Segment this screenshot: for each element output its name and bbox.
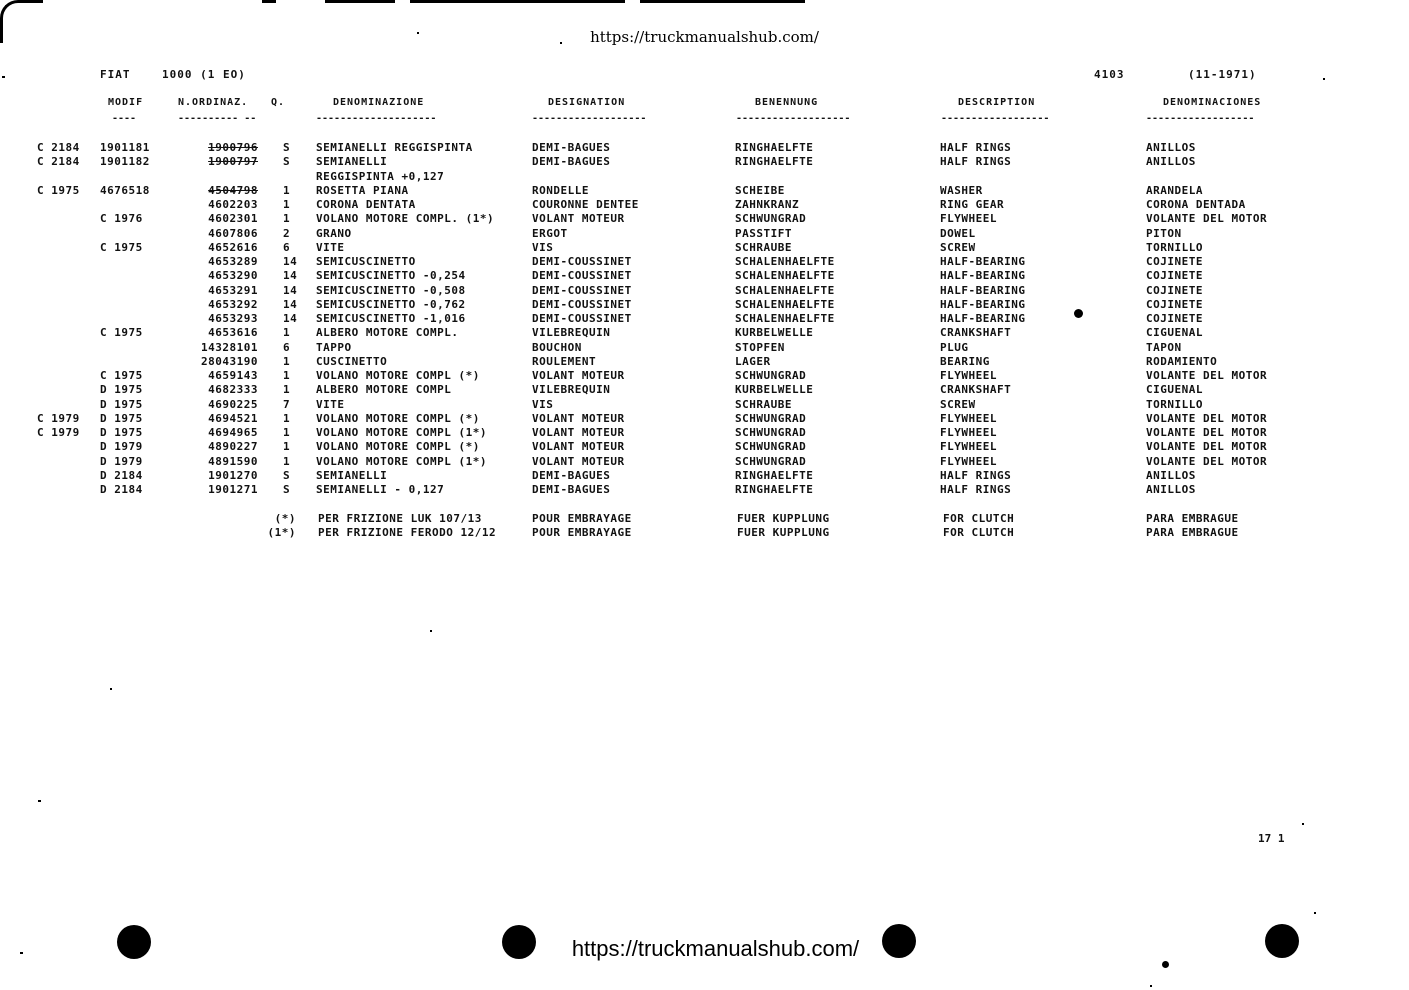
- desc-spanish: VOLANTE DEL MOTOR: [1146, 411, 1268, 425]
- desc-german: SCHWUNGRAD: [735, 454, 807, 468]
- catalog-date: (11-1971): [1188, 68, 1257, 81]
- desc-italian: ALBERO MOTORE COMPL.: [316, 326, 459, 340]
- desc-italian: VOLANO MOTORE COMPL. (1*): [316, 212, 495, 226]
- desc-italian: SEMICUSCINETTO -0,762: [316, 297, 466, 311]
- modif-code-2: D 2184: [100, 483, 143, 496]
- desc-spanish: VOLANTE DEL MOTOR: [1146, 440, 1268, 454]
- desc-spanish: ANILLOS: [1146, 141, 1196, 154]
- desc-spanish: PITON: [1146, 226, 1182, 240]
- desc-spanish: VOLANTE DEL MOTOR: [1146, 212, 1268, 226]
- desc-german: SCHWUNGRAD: [735, 440, 807, 454]
- order-number: 4659143: [208, 369, 258, 382]
- desc-english: SCREW: [940, 240, 976, 254]
- desc-german: PASSTIFT: [735, 226, 792, 240]
- desc-spanish: ARANDELA: [1146, 183, 1203, 197]
- order-number: 4694521: [208, 411, 258, 425]
- col-header-italian: DENOMINAZIONE: [333, 97, 425, 108]
- scan-speck: [1314, 912, 1316, 914]
- desc-english: FLYWHEEL: [940, 454, 997, 468]
- desc-spanish: VOLANTE DEL MOTOR: [1146, 426, 1268, 439]
- desc-french: DEMI-COUSSINET: [532, 297, 632, 311]
- desc-german: SCHALENHAELFTE: [735, 255, 835, 268]
- footnote-german: FUER KUPPLUNG: [737, 512, 830, 525]
- footnote-french: POUR EMBRAYAGE: [532, 512, 632, 525]
- desc-english: CRANKSHAFT: [940, 326, 1012, 340]
- desc-english: HALF RINGS: [940, 155, 1012, 169]
- table-row: [0, 255, 1409, 269]
- order-number: 4653292: [208, 297, 258, 311]
- desc-french: VIS: [532, 397, 554, 411]
- table-row: [0, 284, 1409, 298]
- order-number: 4890227: [208, 440, 258, 454]
- desc-german: KURBELWELLE: [735, 326, 814, 340]
- desc-english: HALF RINGS: [940, 141, 1012, 154]
- footnote-mark: (1*): [267, 526, 296, 539]
- quantity: S: [283, 468, 291, 482]
- modif-code: C 1979: [37, 426, 80, 439]
- quantity: 1: [283, 369, 291, 382]
- col-header-german: BENENNUNG: [755, 97, 819, 108]
- desc-italian: SEMIANELLI - 0,127: [316, 483, 445, 496]
- desc-french: VIS: [532, 240, 554, 254]
- col-header-spanish: DENOMINACIONES: [1163, 97, 1262, 108]
- desc-german: SCHWUNGRAD: [735, 369, 807, 382]
- desc-french: DEMI-COUSSINET: [532, 255, 632, 268]
- order-number: 4602301: [208, 212, 258, 226]
- footnote-spanish: PARA EMBRAGUE: [1146, 512, 1239, 525]
- table-row: [0, 184, 1409, 198]
- brand-label: FIAT: [100, 68, 131, 81]
- quantity: 14: [283, 269, 298, 283]
- table-row: [0, 455, 1409, 469]
- desc-french: DEMI-COUSSINET: [532, 283, 632, 297]
- desc-french: DEMI-BAGUES: [532, 141, 611, 154]
- scan-speck: [1302, 823, 1304, 825]
- table-row: [0, 369, 1409, 383]
- desc-french: VOLANT MOTEUR: [532, 440, 625, 454]
- desc-german: SCHRAUBE: [735, 240, 792, 254]
- desc-italian: SEMICUSCINETTO: [316, 255, 416, 268]
- quantity: 14: [283, 312, 298, 325]
- quantity: S: [283, 155, 291, 169]
- desc-italian: VOLANO MOTORE COMPL (*): [316, 411, 480, 425]
- desc-italian: VOLANO MOTORE COMPL (*): [316, 440, 480, 454]
- desc-french: COURONNE DENTEE: [532, 198, 639, 211]
- quantity: 7: [283, 397, 291, 411]
- modif-code-2: 1901181: [100, 141, 150, 154]
- scan-top-mark: [640, 0, 805, 3]
- desc-spanish: COJINETE: [1146, 283, 1203, 297]
- quantity: 1: [283, 198, 291, 211]
- modif-code: C 2184: [37, 155, 80, 169]
- order-number: 4694965: [208, 426, 258, 439]
- footnote-spanish: PARA EMBRAGUE: [1146, 526, 1239, 539]
- order-number: 1900796: [208, 141, 258, 154]
- quantity: 1: [283, 454, 291, 468]
- footnote-italian: PER FRIZIONE FERODO 12/12: [318, 526, 497, 539]
- desc-english: FLYWHEEL: [940, 369, 997, 382]
- quantity: 1: [283, 411, 291, 425]
- desc-english: PLUG: [940, 340, 969, 354]
- desc-german: RINGHAELFTE: [735, 483, 814, 496]
- desc-english: HALF-BEARING: [940, 297, 1026, 311]
- desc-german: RINGHAELFTE: [735, 141, 814, 154]
- modif-code-2: 4676518: [100, 183, 150, 197]
- desc-english: FLYWHEEL: [940, 411, 997, 425]
- page-number: 17 1: [1258, 832, 1285, 845]
- desc-english: HALF RINGS: [940, 468, 1012, 482]
- modif-code-2: D 1979: [100, 440, 143, 454]
- col-header-modif: MODIF: [108, 97, 144, 108]
- desc-italian: ROSETTA PIANA: [316, 183, 409, 197]
- desc-german: SCHEIBE: [735, 183, 785, 197]
- table-row: [0, 312, 1409, 326]
- desc-italian: TAPPO: [316, 340, 352, 354]
- footnote-french: POUR EMBRAYAGE: [532, 526, 632, 539]
- modif-code: C 1979: [37, 411, 80, 425]
- modif-code-2: D 2184: [100, 468, 143, 482]
- col-header-english: DESCRIPTION: [958, 97, 1036, 108]
- modif-code-2: C 1975: [100, 240, 143, 254]
- desc-french: RONDELLE: [532, 183, 589, 197]
- desc-italian: VOLANO MOTORE COMPL (1*): [316, 426, 487, 439]
- order-number: 4690225: [208, 397, 258, 411]
- order-number: 14328101: [201, 340, 258, 354]
- table-row: [0, 469, 1409, 483]
- desc-german: SCHWUNGRAD: [735, 411, 807, 425]
- desc-german: KURBELWELLE: [735, 383, 814, 397]
- desc-french: DEMI-COUSSINET: [532, 269, 632, 283]
- desc-english: RING GEAR: [940, 198, 1005, 211]
- desc-italian: CORONA DENTATA: [316, 198, 416, 211]
- desc-english: SCREW: [940, 397, 976, 411]
- col-header-qty: Q.: [271, 97, 286, 108]
- desc-italian: SEMIANELLI: [316, 155, 388, 169]
- footnote-italian: PER FRIZIONE LUK 107/13: [318, 512, 482, 525]
- desc-english: HALF-BEARING: [940, 283, 1026, 297]
- modif-code-2: D 1975: [100, 383, 143, 397]
- desc-german: ZAHNKRANZ: [735, 198, 800, 211]
- desc-spanish: VOLANTE DEL MOTOR: [1146, 369, 1268, 382]
- order-number: 4653293: [208, 312, 258, 325]
- desc-italian: SEMICUSCINETTO -0,254: [316, 269, 466, 283]
- desc-french: VOLANT MOTEUR: [532, 426, 625, 439]
- table-row: [0, 412, 1409, 426]
- watermark-url-top[interactable]: https://truckmanualshub.com/: [590, 28, 819, 46]
- desc-spanish: TAPON: [1146, 340, 1182, 354]
- table-row: [0, 269, 1409, 283]
- table-row: [0, 326, 1409, 340]
- quantity: 14: [283, 283, 298, 297]
- footnote-row: [0, 526, 1409, 540]
- desc-italian: SEMICUSCINETTO -0,508: [316, 283, 466, 297]
- desc-spanish: ANILLOS: [1146, 155, 1196, 169]
- desc-spanish: TORNILLO: [1146, 240, 1203, 254]
- desc-english: FLYWHEEL: [940, 212, 997, 226]
- quantity: 14: [283, 255, 298, 268]
- scan-speck: [417, 32, 419, 34]
- modif-code-2: C 1975: [100, 326, 143, 340]
- desc-german: RINGHAELFTE: [735, 468, 814, 482]
- order-number: 4653289: [208, 255, 258, 268]
- catalog-code: 4103: [1094, 68, 1125, 81]
- table-row: [0, 383, 1409, 397]
- desc-english: CRANKSHAFT: [940, 383, 1012, 397]
- desc-spanish: CIGUENAL: [1146, 383, 1203, 397]
- footnote-mark: (*): [274, 512, 296, 525]
- table-row: [0, 155, 1409, 169]
- order-number: 4607806: [208, 226, 258, 240]
- order-number: 1901271: [208, 483, 258, 496]
- desc-french: BOUCHON: [532, 340, 582, 354]
- table-row: [0, 483, 1409, 497]
- modif-code-2: 1901182: [100, 155, 150, 169]
- desc-spanish: TORNILLO: [1146, 397, 1203, 411]
- header-rule: -------------------: [736, 113, 851, 124]
- modif-code-2: D 1979: [100, 454, 143, 468]
- quantity: S: [283, 141, 291, 154]
- table-row: [0, 141, 1409, 155]
- order-number: 28043190: [201, 354, 258, 368]
- quantity: 1: [283, 354, 291, 368]
- desc-french: VOLANT MOTEUR: [532, 369, 625, 382]
- desc-french: VOLANT MOTEUR: [532, 454, 625, 468]
- desc-french: DEMI-COUSSINET: [532, 312, 632, 325]
- quantity: 1: [283, 183, 291, 197]
- desc-spanish: CIGUENAL: [1146, 326, 1203, 340]
- scan-top-mark: [325, 0, 395, 3]
- header-rule: ---------- --: [178, 113, 257, 124]
- desc-italian: VOLANO MOTORE COMPL (*): [316, 369, 480, 382]
- quantity: 1: [283, 383, 291, 397]
- header-rule: ------------------: [1146, 113, 1255, 124]
- order-number: 4652616: [208, 240, 258, 254]
- order-number: 4891590: [208, 454, 258, 468]
- desc-spanish: CORONA DENTADA: [1146, 198, 1246, 211]
- modif-code-2: D 1975: [100, 426, 143, 439]
- footnote-english: FOR CLUTCH: [943, 512, 1015, 525]
- desc-french: VILEBREQUIN: [532, 326, 611, 340]
- scan-dot: [1162, 961, 1169, 968]
- desc-italian: CUSCINETTO: [316, 354, 388, 368]
- modif-code-2: C 1976: [100, 212, 143, 226]
- order-number: 4504798: [208, 183, 258, 197]
- table-row: [0, 298, 1409, 312]
- table-row: [0, 198, 1409, 212]
- desc-english: DOWEL: [940, 226, 976, 240]
- desc-german: LAGER: [735, 354, 771, 368]
- desc-english: FLYWHEEL: [940, 426, 997, 439]
- desc-italian: GRANO: [316, 226, 352, 240]
- scan-speck: [110, 688, 112, 690]
- desc-spanish: COJINETE: [1146, 269, 1203, 283]
- desc-french: VOLANT MOTEUR: [532, 212, 625, 226]
- desc-english: HALF-BEARING: [940, 269, 1026, 283]
- desc-italian: ALBERO MOTORE COMPL: [316, 383, 452, 397]
- desc-german: SCHWUNGRAD: [735, 212, 807, 226]
- table-row: [0, 398, 1409, 412]
- quantity: 1: [283, 426, 291, 439]
- desc-italian: VITE: [316, 240, 345, 254]
- desc-german: SCHALENHAELFTE: [735, 312, 835, 325]
- desc-spanish: RODAMIENTO: [1146, 354, 1218, 368]
- desc-german: SCHALENHAELFTE: [735, 269, 835, 283]
- desc-italian: VOLANO MOTORE COMPL (1*): [316, 454, 487, 468]
- quantity: 6: [283, 340, 291, 354]
- col-header-ordinal: N.ORDINAZ.: [178, 97, 249, 108]
- desc-french: ROULEMENT: [532, 354, 597, 368]
- header-rule: ----: [112, 113, 137, 124]
- scan-speck: [2, 76, 5, 78]
- desc-french: VOLANT MOTEUR: [532, 411, 625, 425]
- desc-spanish: ANILLOS: [1146, 468, 1196, 482]
- desc-french: VILEBREQUIN: [532, 383, 611, 397]
- desc-german: STOPFEN: [735, 340, 785, 354]
- col-header-french: DESIGNATION: [548, 97, 626, 108]
- modif-code-2: D 1975: [100, 411, 143, 425]
- order-number: 4653616: [208, 326, 258, 340]
- desc-italian: SEMICUSCINETTO -1,016: [316, 312, 466, 325]
- header-rule: -------------------: [532, 113, 647, 124]
- desc-italian: VITE: [316, 397, 345, 411]
- modif-code: C 2184: [37, 141, 80, 154]
- quantity: 6: [283, 240, 291, 254]
- table-row: [0, 355, 1409, 369]
- scan-top-mark: [410, 0, 625, 3]
- quantity: 1: [283, 440, 291, 454]
- scan-top-mark: [262, 0, 276, 3]
- table-row: [0, 241, 1409, 255]
- desc-french: ERGOT: [532, 226, 568, 240]
- desc-english: HALF-BEARING: [940, 312, 1026, 325]
- watermark-url-bottom[interactable]: https://truckmanualshub.com/: [571, 936, 860, 961]
- quantity: 2: [283, 226, 291, 240]
- desc-spanish: COJINETE: [1146, 297, 1203, 311]
- quantity: 1: [283, 212, 291, 226]
- scan-speck: [430, 630, 432, 632]
- scan-speck: [1150, 985, 1152, 987]
- table-row: [0, 426, 1409, 440]
- desc-german: SCHWUNGRAD: [735, 426, 807, 439]
- desc-english: BEARING: [940, 354, 990, 368]
- order-number: 1901270: [208, 468, 258, 482]
- desc-french: DEMI-BAGUES: [532, 483, 611, 496]
- table-row: [0, 170, 1409, 184]
- table-row: [0, 227, 1409, 241]
- scan-dot: [1074, 309, 1083, 318]
- modif-code: C 1975: [37, 183, 80, 197]
- scan-speck: [1323, 78, 1325, 80]
- desc-spanish: VOLANTE DEL MOTOR: [1146, 454, 1268, 468]
- table-row: [0, 341, 1409, 355]
- quantity: 14: [283, 297, 298, 311]
- header-rule: --------------------: [316, 113, 437, 124]
- desc-german: SCHALENHAELFTE: [735, 297, 835, 311]
- desc-italian: SEMIANELLI: [316, 468, 388, 482]
- desc-italian: REGGISPINTA +0,127: [316, 169, 445, 183]
- quantity: 1: [283, 326, 291, 340]
- desc-italian: SEMIANELLI REGGISPINTA: [316, 141, 473, 154]
- desc-german: SCHALENHAELFTE: [735, 283, 835, 297]
- desc-spanish: ANILLOS: [1146, 483, 1196, 496]
- order-number: 1900797: [208, 155, 258, 169]
- desc-english: HALF RINGS: [940, 483, 1012, 496]
- desc-french: DEMI-BAGUES: [532, 468, 611, 482]
- desc-spanish: COJINETE: [1146, 312, 1203, 325]
- desc-french: DEMI-BAGUES: [532, 155, 611, 169]
- desc-german: SCHRAUBE: [735, 397, 792, 411]
- desc-english: FLYWHEEL: [940, 440, 997, 454]
- order-number: 4682333: [208, 383, 258, 397]
- desc-english: WASHER: [940, 183, 983, 197]
- model-label: 1000 (1 EO): [162, 68, 246, 81]
- order-number: 4653291: [208, 283, 258, 297]
- quantity: S: [283, 483, 291, 496]
- table-row: [0, 212, 1409, 226]
- header-rule: ------------------: [941, 113, 1050, 124]
- scan-speck: [38, 800, 41, 802]
- footnote-row: [0, 512, 1409, 526]
- desc-spanish: COJINETE: [1146, 255, 1203, 268]
- modif-code-2: D 1975: [100, 397, 143, 411]
- desc-english: HALF-BEARING: [940, 255, 1026, 268]
- footnote-german: FUER KUPPLUNG: [737, 526, 830, 539]
- footnote-english: FOR CLUTCH: [943, 526, 1015, 539]
- order-number: 4653290: [208, 269, 258, 283]
- order-number: 4602203: [208, 198, 258, 211]
- table-row: [0, 440, 1409, 454]
- modif-code-2: C 1975: [100, 369, 143, 382]
- desc-german: RINGHAELFTE: [735, 155, 814, 169]
- scan-speck: [560, 42, 562, 44]
